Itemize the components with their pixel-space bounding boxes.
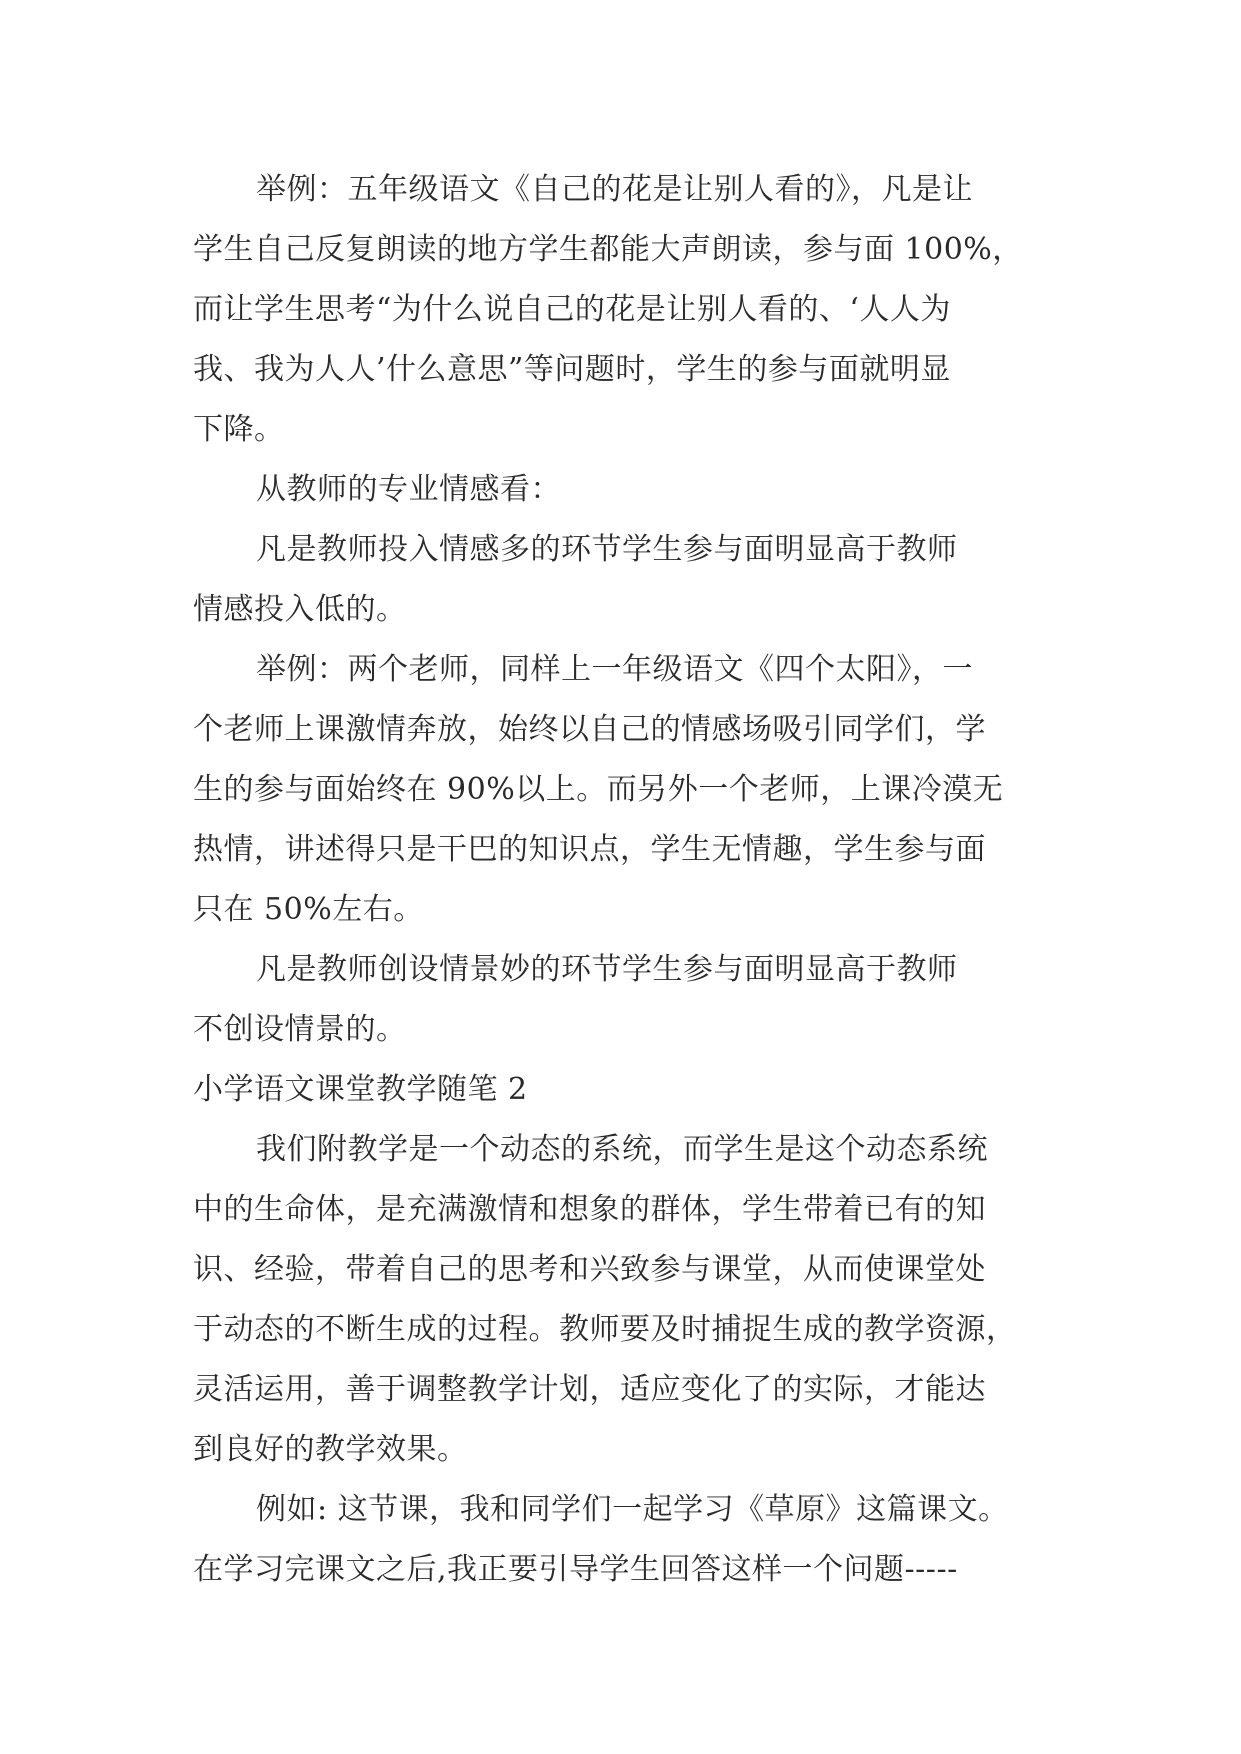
text-line: 于动态的不断生成的过程。教师要及时捕捉生成的教学资源， (193, 1312, 1017, 1347)
text-line: 学生自己反复朗读的地方学生都能大声朗读，参与面 100%， (193, 232, 1023, 267)
text-line: 只在 50%左右。 (193, 892, 424, 927)
text-line: 灵活运用，善于调整教学计划，适应变化了的实际，才能达 (193, 1372, 986, 1407)
paragraph-example-grassland (193, 1480, 1055, 1600)
text-line: 情感投入低的。 (193, 592, 407, 627)
text-line: 例如: 这节课，我和同学们一起学习《草原》这篇课文。 (256, 1492, 1009, 1527)
text-line: 中的生命体，是充满激情和想象的群体，学生带着已有的知 (193, 1192, 986, 1227)
text-line: 不创设情景的。 (193, 1012, 407, 1047)
text-line: 在学习完课文之后,我正要引导学生回答这样一个问题----- (193, 1552, 958, 1587)
paragraph-example-two-teachers (193, 640, 1055, 940)
text-line: 凡是教师创设情景妙的环节学生参与面明显高于教师 (256, 952, 958, 987)
text-line: 识、经验，带着自己的思考和兴致参与课堂，从而使课堂处 (193, 1252, 986, 1287)
paragraph-example-grade5 (193, 160, 1055, 460)
text-line: 下降。 (193, 412, 285, 447)
text-line: 我们附教学是一个动态的系统，而学生是这个动态系统 (256, 1132, 988, 1167)
text-line: 生的参与面始终在 90%以上。而另外一个老师，上课冷漠无 (193, 772, 1004, 807)
text-line: 热情，讲述得只是干巴的知识点，学生无情趣，学生参与面 (193, 832, 986, 867)
text-line: 从教师的专业情感看： (256, 472, 561, 507)
paragraph-emotion-investment (193, 520, 1055, 640)
text-line: 举例：五年级语文《自己的花是让别人看的》，凡是让 (256, 172, 973, 207)
section-heading: 小学语文课堂教学随笔 2 (193, 1072, 528, 1107)
text-line: 举例：两个老师，同样上一年级语文《四个太阳》，一 (256, 652, 973, 687)
text-line: 凡是教师投入情感多的环节学生参与面明显高于教师 (256, 532, 958, 567)
text-line: 个老师上课激情奔放，始终以自己的情感场吸引同学们，学 (193, 712, 986, 747)
paragraph-scenario-creation (193, 940, 1055, 1060)
text-line: 而让学生思考“为什么说自己的花是让别人看的、‘人人为 (193, 292, 951, 327)
text-line: 到良好的教学效果。 (193, 1432, 468, 1467)
text-line: 我、我为人人’什么意思”等问题时，学生的参与面就明显 (193, 352, 951, 387)
paragraph-teacher-emotion-intro (193, 460, 1055, 520)
paragraph-dynamic-system (193, 1120, 1055, 1480)
document-body (193, 160, 1055, 1600)
